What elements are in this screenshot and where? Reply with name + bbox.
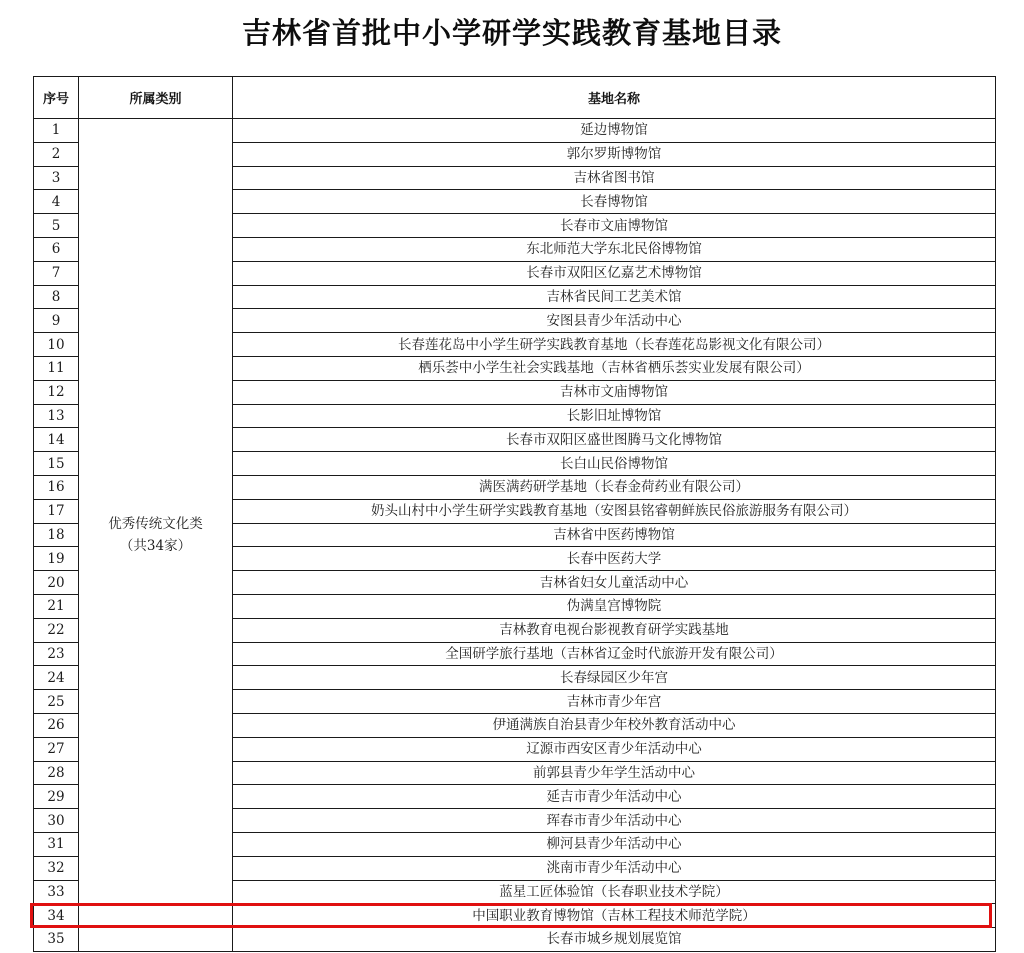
base-name: 延吉市青少年活动中心 (233, 785, 996, 809)
base-name: 吉林省妇女儿童活动中心 (233, 571, 996, 595)
row-index: 21 (34, 594, 79, 618)
category-cell (79, 119, 233, 952)
base-name: 吉林省图书馆 (233, 166, 996, 190)
base-name: 长春绿园区少年宫 (233, 666, 996, 690)
category-count: （共34家） (119, 537, 192, 554)
base-name: 栖乐荟中小学生社会实践基地（吉林省栖乐荟实业发展有限公司） (233, 356, 996, 380)
row-index: 12 (34, 380, 79, 404)
base-name: 吉林市文庙博物馆 (233, 380, 996, 404)
base-name: 蓝星工匠体验馆（长春职业技术学院） (233, 880, 996, 904)
base-name: 延边博物馆 (233, 119, 996, 143)
header-index: 序号 (34, 77, 79, 119)
row-index: 16 (34, 475, 79, 499)
row-index: 17 (34, 499, 79, 523)
base-name: 辽源市西安区青少年活动中心 (233, 737, 996, 761)
row-index: 10 (34, 333, 79, 357)
row-index: 20 (34, 571, 79, 595)
row-index: 5 (34, 214, 79, 238)
table-header-row (34, 77, 996, 119)
base-name: 吉林省中医药博物馆 (233, 523, 996, 547)
row-index: 22 (34, 618, 79, 642)
base-name: 伪满皇宫博物院 (233, 594, 996, 618)
row-index: 23 (34, 642, 79, 666)
row-index: 1 (34, 119, 79, 143)
base-name: 中国职业教育博物馆（吉林工程技术师范学院） (233, 904, 996, 928)
base-catalog-table (33, 76, 996, 952)
row-index: 11 (34, 356, 79, 380)
row-index: 9 (34, 309, 79, 333)
row-index: 27 (34, 737, 79, 761)
base-name: 全国研学旅行基地（吉林省辽金时代旅游开发有限公司） (233, 642, 996, 666)
base-name: 洮南市青少年活动中心 (233, 856, 996, 880)
row-index: 8 (34, 285, 79, 309)
base-name: 长春市双阳区亿嘉艺术博物馆 (233, 261, 996, 285)
base-name: 东北师范大学东北民俗博物馆 (233, 237, 996, 261)
base-name: 安图县青少年活动中心 (233, 309, 996, 333)
base-name: 吉林省民间工艺美术馆 (233, 285, 996, 309)
row-index: 18 (34, 523, 79, 547)
base-name: 长春市文庙博物馆 (233, 214, 996, 238)
base-name: 郭尔罗斯博物馆 (233, 142, 996, 166)
row-index: 32 (34, 856, 79, 880)
base-name: 柳河县青少年活动中心 (233, 832, 996, 856)
row-index: 25 (34, 690, 79, 714)
row-index: 35 (34, 928, 79, 952)
row-index: 28 (34, 761, 79, 785)
row-index: 30 (34, 809, 79, 833)
base-name: 长影旧址博物馆 (233, 404, 996, 428)
row-index: 7 (34, 261, 79, 285)
row-index: 29 (34, 785, 79, 809)
base-name: 长春市城乡规划展览馆 (233, 928, 996, 952)
base-name: 奶头山村中小学生研学实践教育基地（安图县铭睿朝鲜族民俗旅游服务有限公司） (233, 499, 996, 523)
row-index: 31 (34, 832, 79, 856)
page-title: 吉林省首批中小学研学实践教育基地目录 (241, 16, 782, 50)
row-index: 19 (34, 547, 79, 571)
row-index: 26 (34, 713, 79, 737)
row-index: 6 (34, 237, 79, 261)
table-row (34, 119, 996, 143)
base-name: 伊通满族自治县青少年校外教育活动中心 (233, 713, 996, 737)
base-name: 长春博物馆 (233, 190, 996, 214)
base-name: 满医满药研学基地（长春金荷药业有限公司） (233, 475, 996, 499)
base-name: 吉林市青少年宫 (233, 690, 996, 714)
base-name: 珲春市青少年活动中心 (233, 809, 996, 833)
base-name: 长春莲花岛中小学生研学实践教育基地（长春莲花岛影视文化有限公司） (233, 333, 996, 357)
row-index: 24 (34, 666, 79, 690)
category-label: 优秀传统文化类 (108, 515, 203, 532)
base-name: 长春市双阳区盛世图腾马文化博物馆 (233, 428, 996, 452)
row-index: 13 (34, 404, 79, 428)
base-name: 长春中医药大学 (233, 547, 996, 571)
header-category: 所属类别 (79, 77, 233, 119)
row-index: 2 (34, 142, 79, 166)
table-body (34, 119, 996, 952)
base-name: 吉林教育电视台影视教育研学实践基地 (233, 618, 996, 642)
header-name: 基地名称 (233, 77, 996, 119)
row-index: 15 (34, 452, 79, 476)
base-name: 长白山民俗博物馆 (233, 452, 996, 476)
row-index: 4 (34, 190, 79, 214)
base-name: 前郭县青少年学生活动中心 (233, 761, 996, 785)
row-index: 14 (34, 428, 79, 452)
row-index: 33 (34, 880, 79, 904)
row-index: 34 (34, 904, 79, 928)
row-index: 3 (34, 166, 79, 190)
